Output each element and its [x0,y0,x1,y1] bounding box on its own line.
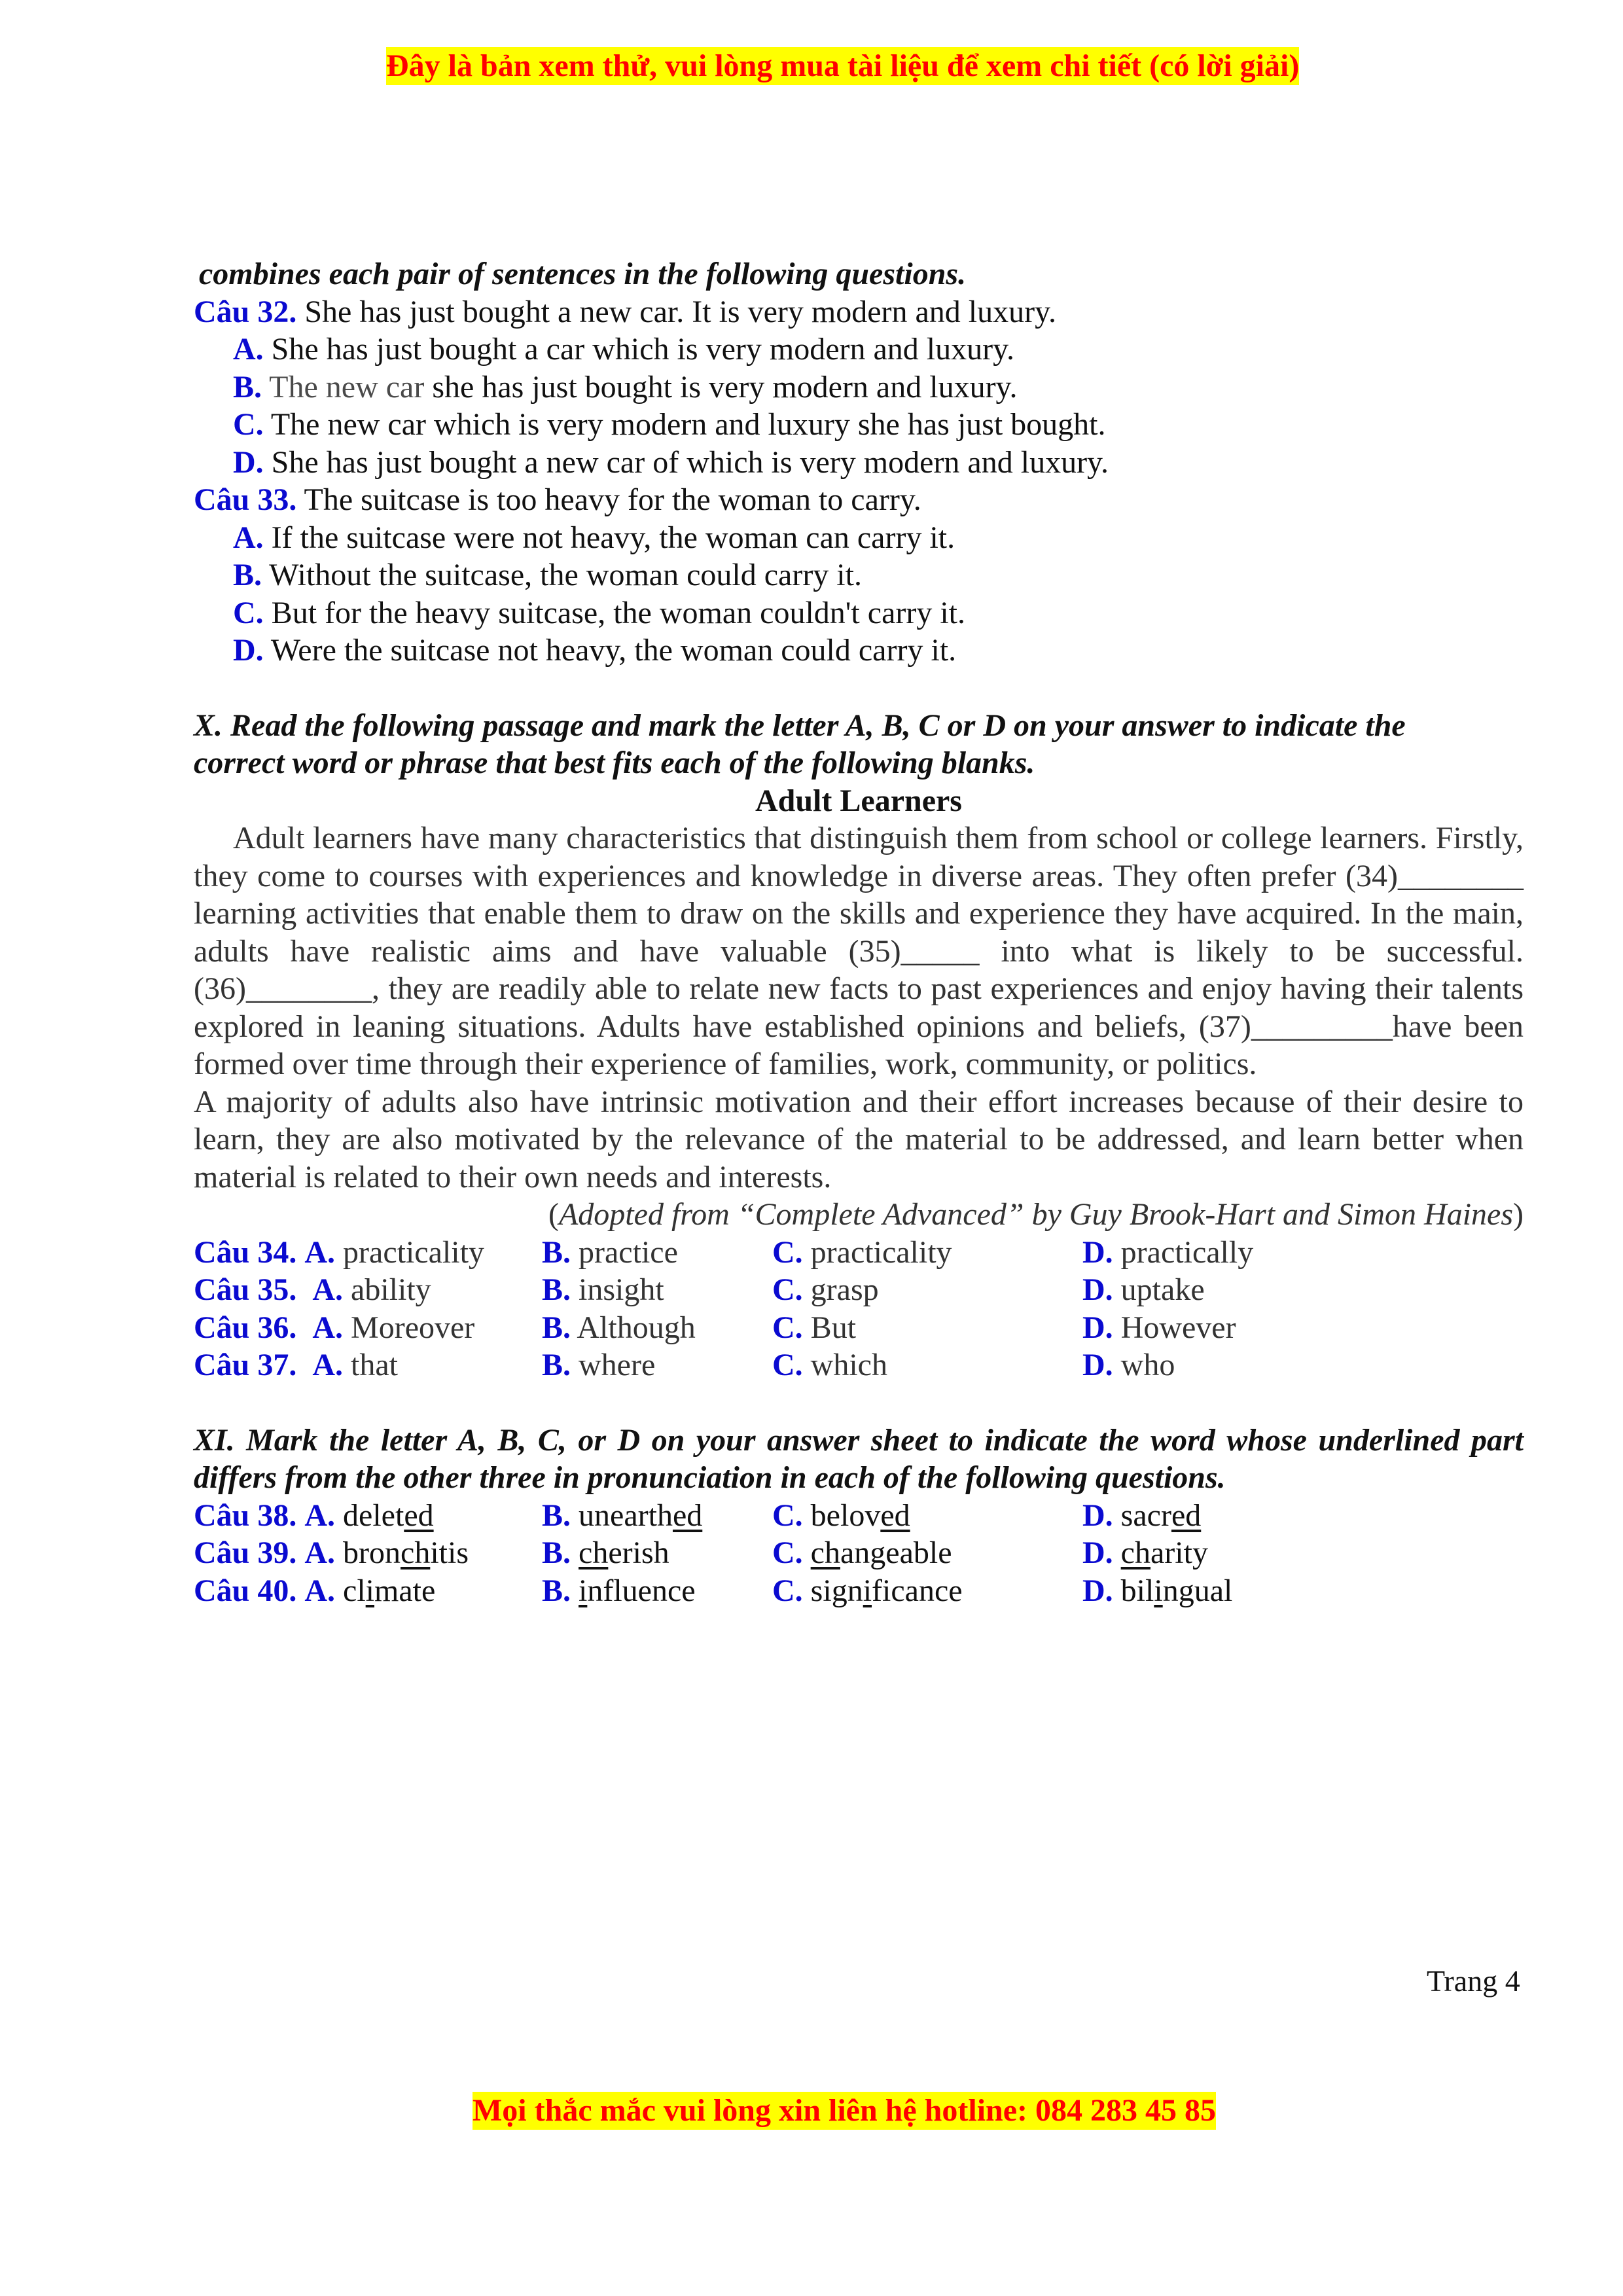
question-33-option-c: C. But for the heavy suitcase, the woman couldn't carry it. [233,595,966,630]
exam-content [194,255,1524,1609]
question-40-row: Câu 40. A. climate B. influence C. significance D. bilingual [194,1573,1233,1608]
question-32-option-c: C. The new car which is very modern and luxury she has just bought. [233,407,1106,442]
section-x-heading-cont: correct word or phrase that best fits each of the following blanks. [194,745,1035,780]
section-xi-heading-cont: differs from the other three in pronunciation in each of the following questions. [194,1460,1226,1495]
hotline-banner: Mọi thắc mắc vui lòng xin liên hệ hotline: 084 283 45 85 [473,2092,1216,2130]
question-33-option-d: D. Were the suitcase not heavy, the woman could carry it. [233,633,957,668]
passage-paragraph-1: Adult learners have many characteristics that distinguish them from school or college learners. Firstly, they come to courses with experiences and knowledge in diverse areas. They often prefer (34)________ learning activities that enable them to draw on the skills and experience they have acquired. In the main, adults have realistic aims and have valuable (35)_____ into what is likely to be successful. (36)________, they are readily able to relate new facts to past experiences and enjoy having their talents explored in leaning situations. Adults have established opinions and beliefs, (37)_________have been formed over time through their experience of families, work, community, or politics. [194,821,1524,1081]
passage-source: (Adopted from “Complete Advanced” by Guy Brook-Hart and Simon Haines) [548,1197,1524,1232]
section-xi-heading: XI. Mark the letter A, B, C, or D on your answer sheet to indicate the word whose underlined part [194,1422,1524,1458]
question-39-row: Câu 39. A. bronchitis B. cherish C. changeable D. charity [194,1535,1208,1570]
question-37-row: Câu 37. A. that B. where C. which D. who [194,1348,1175,1382]
question-36-row: Câu 36. A. Moreover B. Although C. But D. However [194,1310,1236,1345]
page-number: Trang 4 [1427,1964,1520,1998]
question-34-row: Câu 34. A. practicality B. practice C. practicality D. practically [194,1234,1254,1270]
passage-title: Adult Learners [755,783,962,818]
passage-paragraph-2: A majority of adults also have intrinsic motivation and their effort increases because of their desire to learn, they are also motivated by the relevance of the material to be addressed, and learn better when material is related to their own needs and interests. [194,1084,1524,1194]
question-35-row: Câu 35. A. ability B. insight C. grasp D. uptake [194,1272,1205,1307]
question-label: Câu 32. [194,294,297,329]
question-33-stem: Câu 33. The suitcase is too heavy for the woman to carry. [194,482,921,517]
section-ix-instruction: combines each pair of sentences in the following questions. [199,257,967,291]
question-38-row: Câu 38. A. deleted B. unearthed C. beloved D. sacred [194,1498,1202,1533]
question-label: Câu 33. [194,482,297,517]
question-32-option-d: D. She has just bought a new car of which is very modern and luxury. [233,444,1109,480]
question-32-option-b: B. The new car she has just bought is very modern and luxury. [233,369,1018,404]
question-32-stem: Câu 32. She has just bought a new car. It is very modern and luxury. [194,294,1057,329]
section-x-heading: X. Read the following passage and mark the letter A, B, C or D on your answer to indicate the [194,708,1406,743]
question-32-option-a: A. She has just bought a car which is very modern and luxury. [233,332,1014,367]
question-33-option-a: A. If the suitcase were not heavy, the woman can carry it. [233,520,955,555]
question-33-option-b: B. Without the suitcase, the woman could carry it. [233,558,862,592]
preview-notice-banner: Đây là bản xem thử, vui lòng mua tài liệu để xem chi tiết (có lời giải) [386,47,1299,85]
